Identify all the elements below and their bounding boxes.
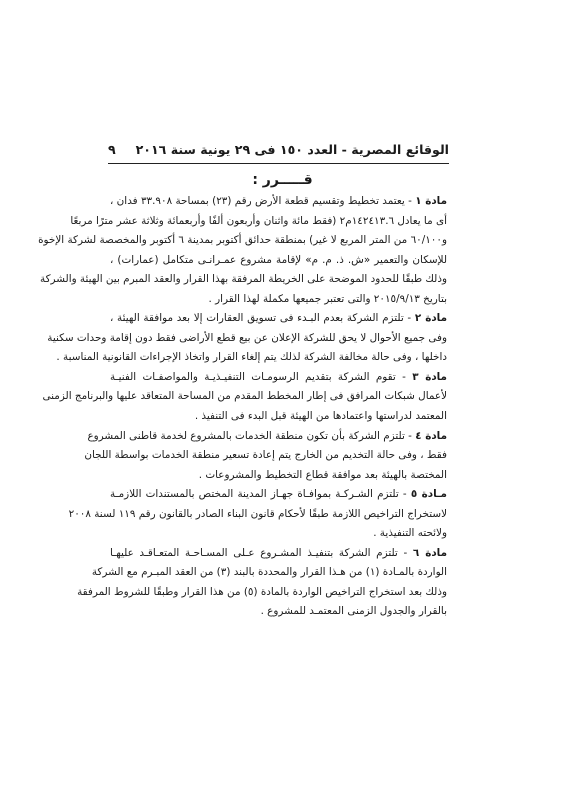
article-1-label: مادة ١ bbox=[415, 195, 447, 207]
article-1-line-2: أى ما يعادل ١٤٢٤١٣.٦م٢ (فقط مائة واثنان وأربعون ألفًا وأربعمائة وثلاثة عشر مترًا مربعًا bbox=[70, 214, 447, 227]
article-6-line-4: بالقرار والجدول الزمنى المعتمـد للمشروع . bbox=[260, 605, 447, 618]
article-4-label: مادة ٤ bbox=[415, 429, 447, 442]
page-number: ٩ bbox=[108, 141, 116, 157]
article-1-line-3: و٦٠/١٠٠ من المتر المربع لا غير) بمنطقة حدائق أكتوبر بمدينة ٦ أكتوبر والمخصصة لشركة الإخوة bbox=[38, 234, 447, 247]
article-2-line-2: وفى جميع الأحوال لا يحق للشركة الإعلان عن بيع قطع الأراضى فقط دون إقامة وحدات سكنية bbox=[47, 331, 447, 344]
article-1-line-5: وذلك طبقًا للحدود الموضحة على الخريطة المرفقة بهذا القرار والعقد المبرم بين الهيئة والشركة bbox=[40, 273, 447, 286]
article-6-line-2: الواردة بالمـادة (١) من هـذا القرار والمحددة بالبند (٣) من العقد المبـرم مع الشركة bbox=[91, 566, 447, 579]
article-1-line-6: بتاريخ ٢٠١٥/٩/١٣ والتى تعتبر جميعها مكملة لهذا القرار . bbox=[208, 292, 447, 305]
running-header-title: الوقائع المصرية - العدد ١٥٠ فى ٢٩ يونية سنة ٢٠١٦ bbox=[135, 141, 449, 157]
article-3-line-3: المعتمد لدراستها واعتمادها من الهيئة قبل البدء فى التنفيذ . bbox=[194, 410, 447, 423]
article-2-line-3: داخلها ، وفى حالة مخالفة الشركة لذلك يتم إلغاء القرار واتخاذ الإجراءات القانونية المناسبة . bbox=[56, 351, 447, 364]
page-header bbox=[108, 138, 449, 160]
article-6-line-1: مادة ٦ - تلتزم الشركة بتنفيـذ المشـروع عـلى المسـاحـة المتعـاقـد عليهـا bbox=[110, 546, 447, 559]
article-6-label: مادة ٦ bbox=[412, 546, 447, 559]
article-5-line-2: لاستخراج التراخيص اللازمة طبقًا لأحكام قانون البناء الصادر بالقانون رقم ١١٩ لسنة ٢٠٠٨ bbox=[68, 507, 447, 520]
article-3-label: مادة ٣ bbox=[412, 370, 447, 383]
decision-heading: قـــــرر : bbox=[252, 172, 313, 188]
article-2-line-1: مادة ٢ - تلتزم الشركة بعدم البـدء فى تسويق العقارات إلا بعد موافقة الهيئة ، bbox=[110, 312, 447, 325]
article-4-line-3: المختصة بالهيئة بعد موافقة قطاع التخطيط والمشروعات . bbox=[198, 468, 447, 481]
article-3-line-2: لأعمال شبكات المرافق فى إطار المخطط المقدم من المساحة المتعاقد عليها والبرنامج الزمنى bbox=[42, 390, 447, 403]
article-1-line-1: مادة ١ - يعتمد تخطيط وتقسيم قطعة الأرض رقم (٢٣) بمساحة ٣٣.٩٠٨ فدان ، bbox=[110, 195, 447, 207]
article-5-line-1: مـادة ٥ - تلتزم الشـركـة بموافـاة جهـاز المدينة المختص بالمستندات اللازمـة bbox=[110, 488, 447, 501]
article-4-line-2: فقط ، وفى حالة التخديم من الخارج يتم إعادة تسعير منطقة الخدمات بواسطة اللجان bbox=[84, 449, 447, 462]
article-5-label: مـادة ٥ bbox=[410, 488, 447, 501]
article-5-line-3: ولائحته التنفيذية . bbox=[373, 527, 447, 540]
article-6-line-3: وذلك بعد استخراج التراخيص الواردة بالمادة (٥) من هذا القرار وطبقًا للشروط المرفقة bbox=[77, 585, 447, 598]
article-2-label: مادة ٢ bbox=[414, 312, 447, 325]
article-1-line-4: للإسكان والتعمير «ش. ذ. م. م» لإقامة مشروع عمـرانـى متكامل (عمارات) ، bbox=[110, 253, 447, 266]
article-3-line-1: مادة ٣ - تقوم الشركة بتقديم الرسومـات التنفيـذيـة والمواصفـات الفنيـة bbox=[110, 370, 447, 383]
article-4-line-1: مادة ٤ - تلتزم الشركة بأن تكون منطقة الخدمات بالمشروع لخدمة قاطنى المشروع bbox=[87, 429, 447, 442]
decision-body bbox=[38, 192, 447, 622]
header-rule bbox=[108, 163, 449, 164]
